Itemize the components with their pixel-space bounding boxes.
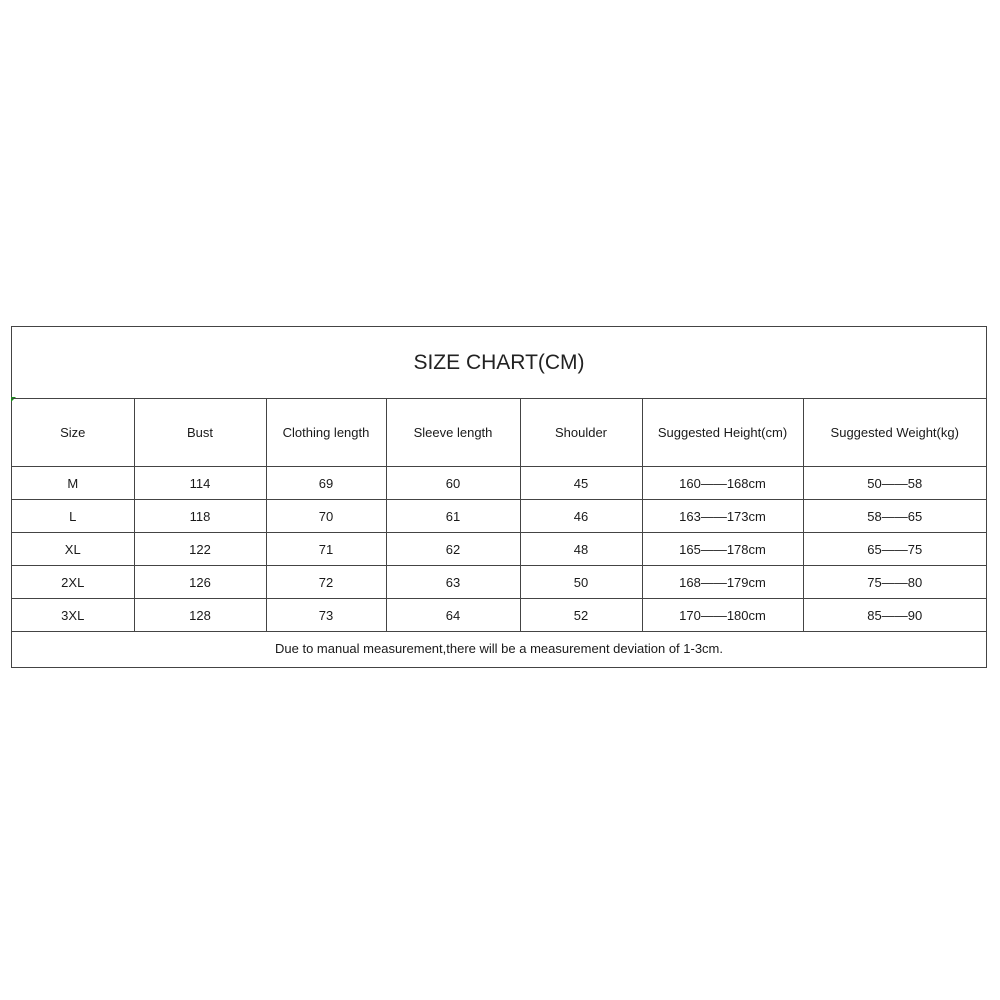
header-cell-suggested-weight: Suggested Weight(kg) bbox=[803, 398, 986, 467]
chart-title: SIZE CHART(CM) bbox=[12, 327, 986, 399]
table-cell: 71 bbox=[266, 533, 386, 566]
table-cell: 46 bbox=[520, 500, 642, 533]
table-cell: 2XL bbox=[12, 566, 134, 599]
header-row bbox=[12, 398, 986, 467]
table-cell: 165——178cm bbox=[642, 533, 803, 566]
table-cell: 70 bbox=[266, 500, 386, 533]
table-cell: L bbox=[12, 500, 134, 533]
table-cell: 48 bbox=[520, 533, 642, 566]
table-row bbox=[12, 566, 986, 599]
table-cell: 126 bbox=[134, 566, 266, 599]
table-cell: 73 bbox=[266, 599, 386, 632]
table-cell: 128 bbox=[134, 599, 266, 632]
measurement-note: Due to manual measurement,there will be a measurement deviation of 1-3cm. bbox=[12, 632, 986, 665]
table-cell: 118 bbox=[134, 500, 266, 533]
table-cell: 85——90 bbox=[803, 599, 986, 632]
header-cell-clothing-length: Clothing length bbox=[266, 398, 386, 467]
table-cell: 163——173cm bbox=[642, 500, 803, 533]
table-row bbox=[12, 467, 986, 500]
table-row bbox=[12, 599, 986, 632]
table-cell: 45 bbox=[520, 467, 642, 500]
table-cell: 65——75 bbox=[803, 533, 986, 566]
header-cell-suggested-height: Suggested Height(cm) bbox=[642, 398, 803, 467]
table-cell: 62 bbox=[386, 533, 520, 566]
header-cell-sleeve-length: Sleeve length bbox=[386, 398, 520, 467]
table-cell: 58——65 bbox=[803, 500, 986, 533]
table-row bbox=[12, 533, 986, 566]
table-cell: 60 bbox=[386, 467, 520, 500]
table-cell: 114 bbox=[134, 467, 266, 500]
header-cell-shoulder: Shoulder bbox=[520, 398, 642, 467]
table-cell: 63 bbox=[386, 566, 520, 599]
table-cell: 170——180cm bbox=[642, 599, 803, 632]
table-cell: 64 bbox=[386, 599, 520, 632]
table-cell: 168——179cm bbox=[642, 566, 803, 599]
note-row bbox=[12, 632, 986, 665]
table-cell: 160——168cm bbox=[642, 467, 803, 500]
table-row bbox=[12, 500, 986, 533]
table-cell: 122 bbox=[134, 533, 266, 566]
table-cell: 52 bbox=[520, 599, 642, 632]
table-cell: M bbox=[12, 467, 134, 500]
table-cell: 3XL bbox=[12, 599, 134, 632]
header-cell-bust: Bust bbox=[134, 398, 266, 467]
size-table bbox=[12, 398, 986, 664]
table-cell: 50 bbox=[520, 566, 642, 599]
table-cell: 50——58 bbox=[803, 467, 986, 500]
size-chart bbox=[11, 326, 987, 668]
table-cell: 75——80 bbox=[803, 566, 986, 599]
table-cell: 61 bbox=[386, 500, 520, 533]
table-cell: XL bbox=[12, 533, 134, 566]
header-cell-size: Size bbox=[12, 398, 134, 467]
table-cell: 72 bbox=[266, 566, 386, 599]
table-cell: 69 bbox=[266, 467, 386, 500]
